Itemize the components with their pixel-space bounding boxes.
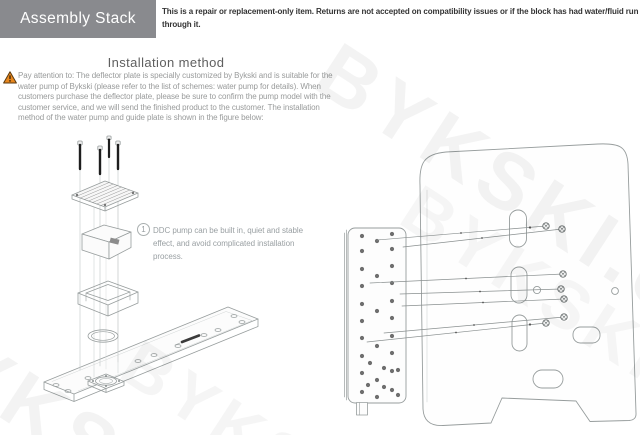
note-text: DDC pump can be built in, quiet and stable effect, and avoid complicated installation process. [153, 226, 303, 261]
pump-body [82, 225, 131, 259]
screw-icon [560, 271, 566, 277]
vertical-slot [511, 267, 527, 303]
base-plate [44, 307, 258, 402]
screw [116, 141, 120, 169]
screw-icon [559, 226, 565, 232]
note-number-badge: 1 [137, 223, 150, 236]
round-hole [612, 288, 619, 295]
installation-warning-text: Pay attention to: The deflector plate is specially customized by Bykski and is suitable for the water pump of Bykski (please refer to the list of schemes: water pump for details). When customers purchase the deflector plate, please be sure to confirm the pump model with the customer service, and we will send the finished product to the customer. The installation method of the water pump and guide plate is shown in the figure below: [18, 71, 333, 123]
o-ring [88, 330, 118, 342]
rounded-cutout [573, 327, 600, 343]
screw-icon [543, 320, 549, 326]
mounting-bracket [345, 228, 407, 415]
return-policy-notice: This is a repair or replacement-only item. Returns are not accepted on compatibility issues or if the block has had water/fluid run through it. [162, 7, 639, 29]
stadium-cutout [533, 370, 563, 388]
warning-icon [3, 71, 17, 84]
screw [78, 141, 82, 169]
top-cooling-plate [72, 181, 138, 211]
installation-method-heading: Installation method [107, 55, 225, 70]
section-title: Assembly Stack [20, 10, 136, 27]
deflector-plate-diagram [340, 130, 640, 435]
screw-icon [561, 314, 567, 320]
mounting-ring [78, 281, 138, 316]
deflector-plate-outline [420, 144, 636, 426]
screw-icon [561, 296, 567, 302]
exploded-pump-assembly-diagram [30, 135, 260, 435]
screw-icon [558, 286, 564, 292]
screw [98, 146, 102, 174]
screw [107, 136, 111, 157]
section-title-box [0, 0, 156, 38]
bracket-tab [357, 403, 368, 416]
screws-group [78, 136, 120, 174]
screw-icon [543, 223, 549, 229]
